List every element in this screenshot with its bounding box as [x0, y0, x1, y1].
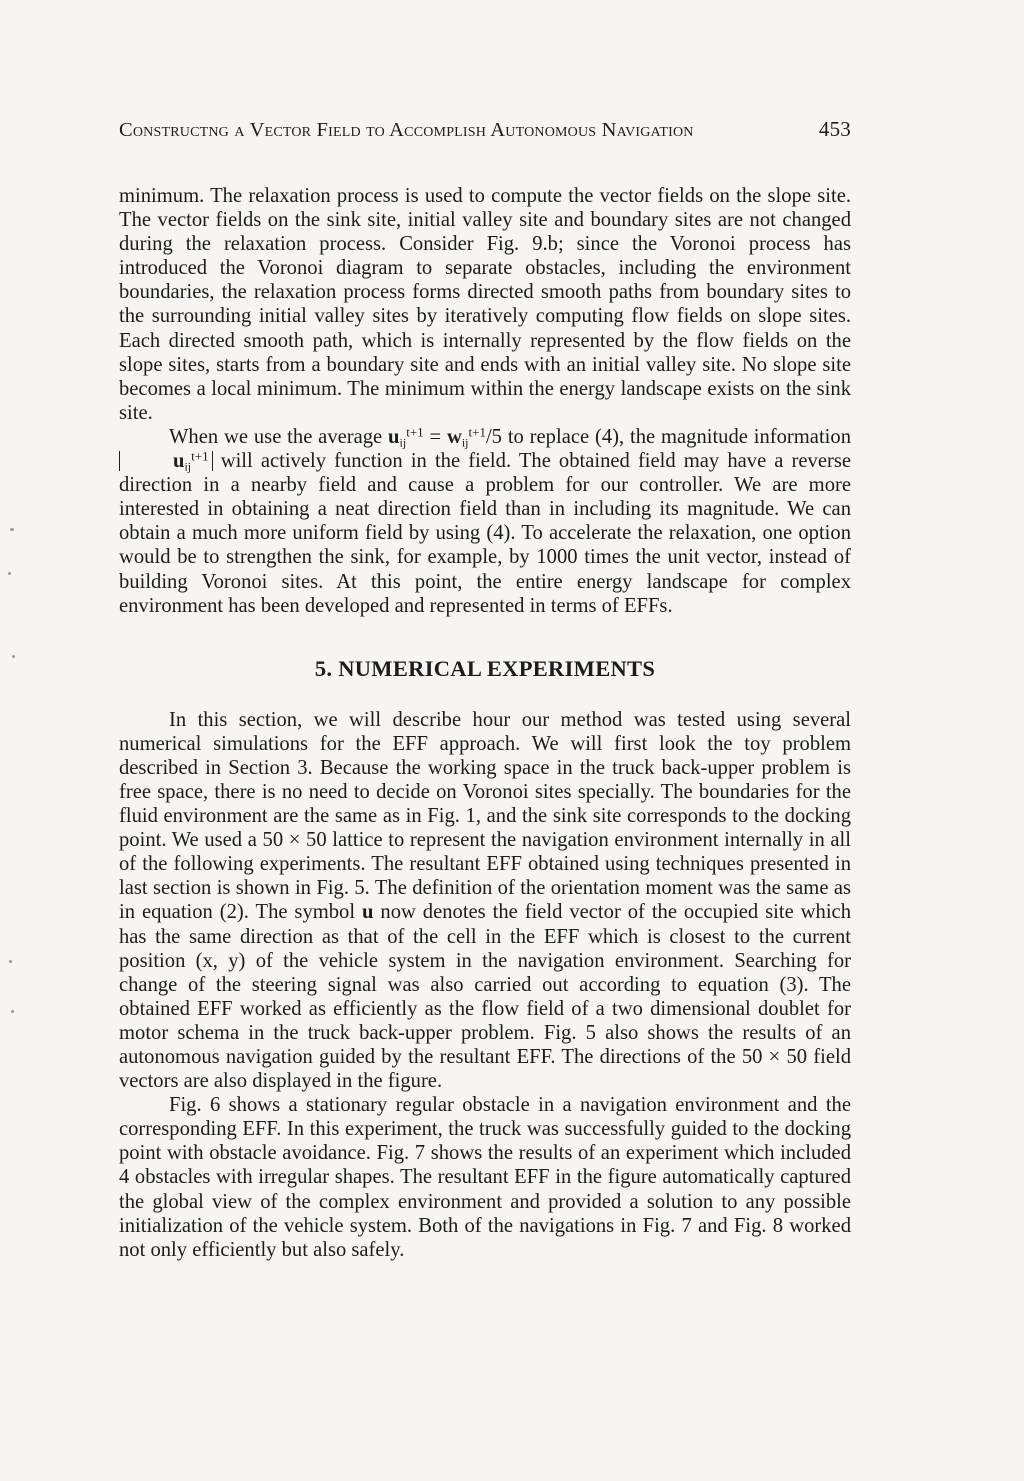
subscript-ij: ij: [184, 459, 192, 474]
magnitude-expression: [119, 448, 213, 474]
section-heading: 5. NUMERICAL EXPERIMENTS: [314, 655, 656, 681]
equals: =: [423, 425, 447, 448]
text: When we use the average: [169, 425, 389, 448]
superscript-t1: t+1: [191, 448, 209, 464]
symbol-w: w: [446, 425, 462, 448]
scan-speck: [11, 1010, 14, 1013]
paragraph-experiments: [119, 708, 851, 1094]
symbol-u: u: [362, 901, 374, 924]
paragraph-average-field: [119, 425, 851, 618]
superscript-t1: t+1: [468, 424, 486, 440]
subscript-ij: ij: [399, 435, 407, 450]
text: In this section, we will describe hour our method was tested using several numerical simulations for the EFF approach. We will first look the toy problem described in Section 3. Because the working space in the truck back-upper problem is free space, there is no need to decide on Voronoi sites specially. The boundaries for the fluid environment are the same as in Fig. 1, and the sink site corresponds to the docking point. We used a 50 × 50 lattice to represent the navigation environment internally in all of the following experiments. The resultant EFF obtained using techniques presented in last section is shown in Fig. 5. The definition of the orientation moment was the same as in equation (2). The symbol: [119, 708, 851, 924]
running-head-title: Constructng a Vector Field to Accomplish Autonomous Navigation: [119, 119, 694, 141]
scan-speck: [12, 655, 15, 658]
running-head: [119, 117, 851, 142]
paragraph-obstacles: Fig. 6 shows a stationary regular obstacle in a navigation environment and the corresponding EFF. In this experiment, the truck was successfully guided to the docking point with obstacle avoidance. Fig. 7 shows the results of an experiment which included 4 obstacles with irregular shapes. The resultant EFF in the figure automatically captured the global view of the complex environment and provided a solution to any possible initialization of the vehicle system. Both of the navigations in Fig. 7 and Fig. 8 worked not only efficiently but also safely.: [119, 1094, 851, 1261]
scan-speck: [10, 528, 14, 531]
text: now denotes the field vector of the occupied site which has the same direction as that of the cell in the EFF which is closest to the current position (x, y) of the vehicle system in the navigation environment. Searching for change of the steering signal was also carried out according to equation (3). The obtained EFF worked as efficiently as the flow field of a two dimensional doublet for motor schema in the truck back-upper problem. Fig. 5 also shows the results of an autonomous navigation guided by the resultant EFF. The directions of the 50 × 50 field vectors are also displayed in the figure.: [119, 901, 851, 1093]
subscript-ij: ij: [461, 435, 469, 450]
scan-speck: [9, 960, 12, 963]
scan-speck: [8, 572, 11, 575]
symbol-u: u: [173, 450, 185, 473]
symbol-u: u: [388, 425, 400, 448]
superscript-t1: t+1: [406, 424, 424, 440]
text: /5 to replace (4), the magnitude information: [485, 425, 851, 448]
page-number: 453: [818, 117, 851, 141]
page-body: [119, 117, 851, 1262]
paragraph-continued: minimum. The relaxation process is used to compute the vector fields on the slope site. The vector fields on the sink site, initial valley site and boundary sites are not changed during the relaxation process. Consider Fig. 9.b; since the Voronoi process has introduced the Voronoi diagram to separate obstacles, including the environment boundaries, the relaxation process forms directed smooth paths from boundary sites to the surrounding initial valley sites by iteratively computing flow fields on slope sites. Each directed smooth path, which is internally represented by the flow fields on the slope sites, starts from a boundary site and ends with an initial valley site. No slope site becomes a local minimum. The minimum within the energy landscape exists on the sink site.: [119, 185, 851, 424]
text: will actively function in the field. The obtained field may have a reverse direction in a nearby field and cause a problem for our controller. We are more interested in obtaining a neat direction field than in including its magnitude. We can obtain a much more uniform field by using (4). To accelerate the relaxation, one option would be to strengthen the sink, for example, by 1000 times the unit vector, instead of building Voronoi sites. At this point, the entire energy landscape for complex environment has been developed and represented in terms of EFFs.: [119, 450, 851, 617]
